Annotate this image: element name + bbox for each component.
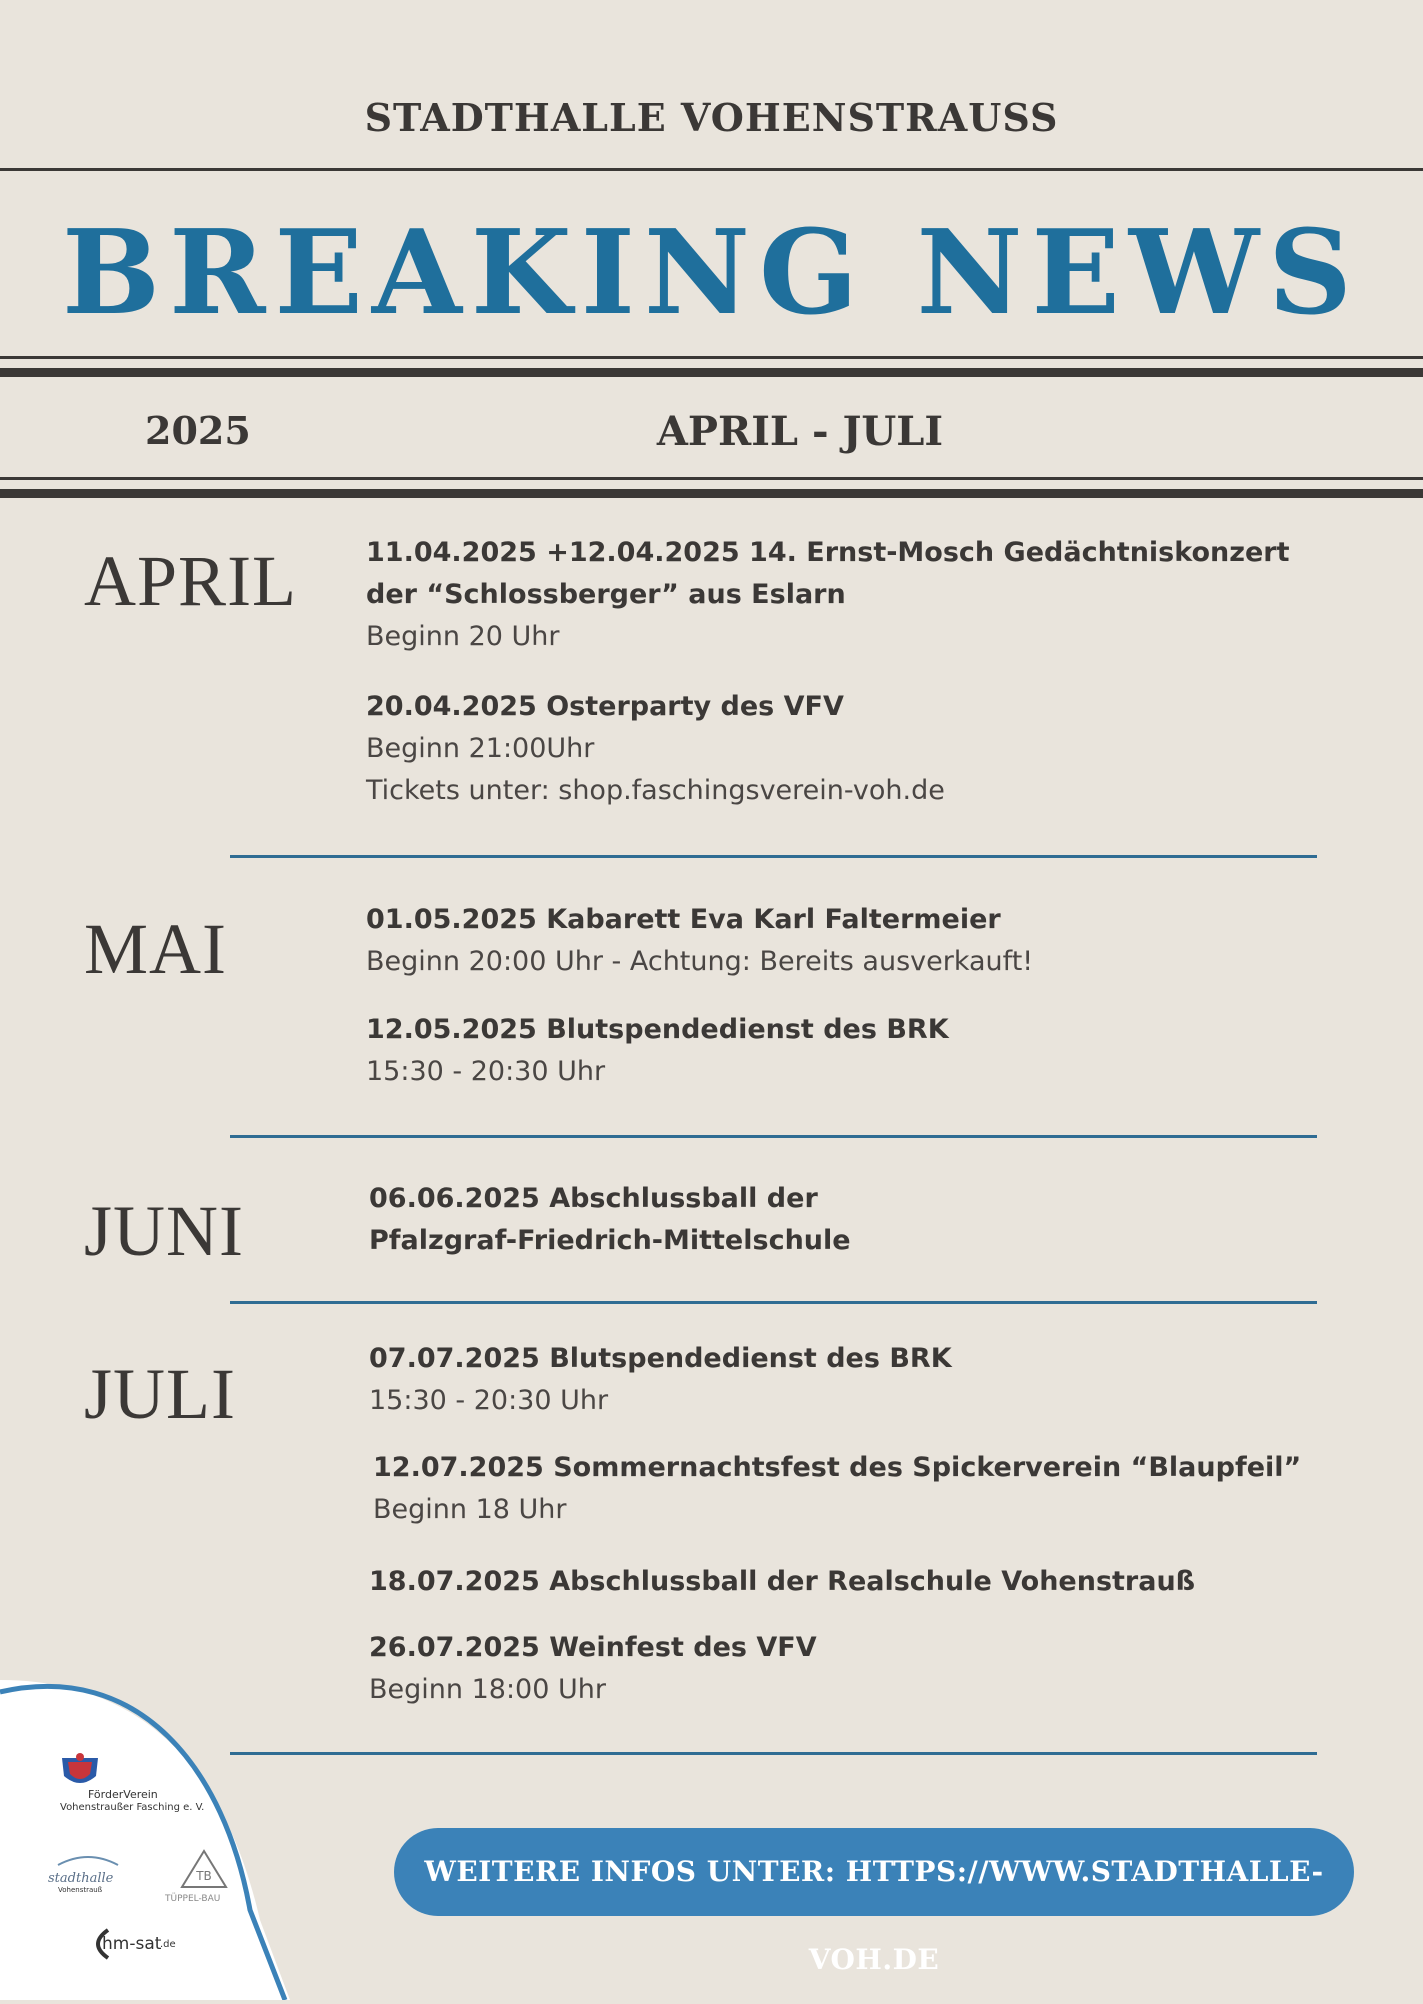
event-item [366, 686, 1326, 812]
stadthalle-logo [48, 1852, 138, 1892]
month-mai: MAI [84, 909, 227, 989]
event-time: Beginn 18 Uhr [373, 1494, 567, 1525]
tueppel-name: TÜPPEL-BAU [165, 1894, 221, 1904]
event-title: 11.04.2025 +12.04.2025 14. Ernst-Mosch Gedächtniskonzert [366, 537, 1290, 568]
hmsat-tld: .de [160, 1939, 176, 1950]
event-item [369, 1338, 1329, 1422]
header-rule-thick [0, 368, 1423, 377]
month-separator [230, 855, 1317, 858]
roof-icon [48, 1853, 128, 1867]
event-item [373, 1447, 1333, 1531]
event-item [369, 1178, 1329, 1262]
foerderverein-name: FörderVerein [88, 1788, 158, 1801]
svg-text:TB: TB [196, 1869, 212, 1883]
triangle-icon [179, 1848, 229, 1890]
crest-icon [58, 1752, 102, 1790]
stadthalle-name: stadthalle [48, 1871, 114, 1886]
event-time: Beginn 18:00 Uhr [369, 1674, 606, 1705]
month-juni: JUNI [84, 1191, 244, 1271]
foerderverein-logo [58, 1752, 208, 1822]
event-item [369, 1561, 1329, 1603]
event-title: 20.04.2025 Osterparty des VFV [366, 691, 844, 722]
event-item [366, 532, 1326, 658]
event-time: Beginn 20:00 Uhr - Achtung: Bereits ausverkauft! [366, 946, 1034, 977]
event-title: 12.07.2025 Sommernachtsfest des Spickerverein “Blaupfeil” [373, 1452, 1302, 1483]
hmsat-logo [86, 1926, 206, 1966]
month-separator [230, 1135, 1317, 1138]
event-title: 18.07.2025 Abschlussball der Realschule Vohenstrauß [369, 1566, 1196, 1597]
event-title: 07.07.2025 Blutspendedienst des BRK [369, 1343, 952, 1374]
header-rule-top [0, 168, 1423, 171]
event-title: 06.06.2025 Abschlussball der [369, 1183, 818, 1214]
header-rule [0, 356, 1423, 359]
month-juli: JULI [84, 1354, 236, 1434]
venue-title: STADTHALLE VOHENSTRAUSS [364, 95, 1059, 140]
subheader-rule-thick [0, 489, 1423, 498]
event-time: Beginn 21:00Uhr [366, 733, 595, 764]
event-time: 15:30 - 20:30 Uhr [369, 1385, 609, 1416]
period-label: APRIL - JULI [656, 408, 944, 455]
month-separator [230, 1301, 1317, 1304]
subheader-rule [0, 477, 1423, 480]
event-title: 26.07.2025 Weinfest des VFV [369, 1632, 817, 1663]
tueppel-logo [165, 1848, 245, 1908]
event-title: 12.05.2025 Blutspendedienst des BRK [366, 1014, 949, 1045]
event-title-cont: Pfalzgraf-Friedrich-Mittelschule [369, 1225, 851, 1256]
event-tickets: Tickets unter: shop.faschingsverein-voh.de [366, 775, 945, 806]
event-title-cont: der “Schlossberger” aus Eslarn [366, 579, 846, 610]
event-title: 01.05.2025 Kabarett Eva Karl Faltermeier [366, 904, 1001, 935]
hmsat-name: hm-sat [102, 1934, 162, 1954]
event-item [369, 1627, 1329, 1711]
stadthalle-sub: Vohenstrauß [58, 1886, 103, 1894]
event-item [366, 1009, 1326, 1093]
website-link-button[interactable]: WEITERE INFOS UNTER: HTTPS://WWW.STADTHALLE-VOH.DE [394, 1828, 1354, 1916]
month-april: APRIL [84, 541, 298, 621]
event-item [366, 899, 1326, 983]
foerderverein-sub: Vohenstraußer Fasching e. V. [60, 1802, 205, 1813]
year-label: 2025 [145, 408, 251, 453]
event-time: 15:30 - 20:30 Uhr [366, 1056, 606, 1087]
month-separator [230, 1752, 1317, 1755]
event-time: Beginn 20 Uhr [366, 621, 560, 652]
headline: BREAKING NEWS [62, 205, 1361, 341]
